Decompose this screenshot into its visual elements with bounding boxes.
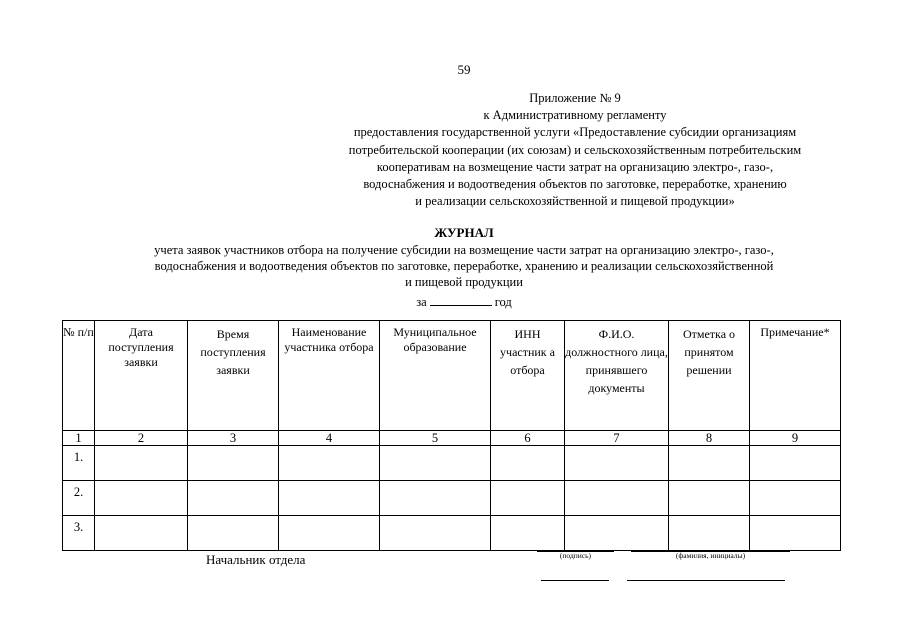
table-cell[interactable]	[669, 516, 750, 551]
column-number: 4	[279, 431, 380, 446]
header-cell-number: № п/п	[63, 321, 95, 431]
column-number: 1	[63, 431, 95, 446]
table-cell[interactable]	[565, 446, 669, 481]
header-cell-municipality: Муниципальное образование	[380, 321, 491, 431]
table-cell[interactable]	[279, 481, 380, 516]
column-number: 8	[669, 431, 750, 446]
name-caption: (фамилия, инициалы)	[675, 551, 746, 560]
table-cell[interactable]	[565, 481, 669, 516]
table-cell[interactable]	[279, 516, 380, 551]
column-number: 9	[750, 431, 841, 446]
appendix-line: водоснабжения и водоотведения объектов по заготовке, переработке, хранению	[363, 177, 787, 192]
column-number: 5	[380, 431, 491, 446]
page-number: 59	[457, 62, 471, 77]
year-suffix: год	[494, 295, 512, 309]
table-cell[interactable]	[188, 446, 279, 481]
table-cell[interactable]	[95, 516, 188, 551]
year-blank-field[interactable]	[430, 293, 492, 306]
column-number: 6	[491, 431, 565, 446]
table-cell[interactable]	[750, 516, 841, 551]
table-cell[interactable]	[95, 446, 188, 481]
table-cell[interactable]	[380, 481, 491, 516]
table-cell[interactable]	[491, 481, 565, 516]
journal-title: ЖУРНАЛ	[434, 225, 494, 240]
header-cell-time: Время поступления заявки	[188, 321, 279, 431]
table-cell[interactable]	[750, 481, 841, 516]
appendix-line: потребительской кооперации (их союзам) и сельскохозяйственным потребительским	[348, 142, 802, 157]
header-row	[63, 321, 841, 431]
appendix-line: кооперативам на возмещение части затрат на организацию электро-, газо-,	[376, 159, 774, 174]
appendix-line: предоставления государственной услуги «Предоставление субсидии организациям	[353, 125, 797, 140]
name-line-second[interactable]	[627, 580, 785, 581]
header-cell-decision: Отметка о принятом решении	[669, 321, 750, 431]
table-cell[interactable]	[279, 446, 380, 481]
journal-subtitle-line: и пищевой продукции	[405, 275, 523, 289]
position-label: Начальник отдела	[206, 552, 306, 567]
table-cell[interactable]	[669, 446, 750, 481]
header-cell-official: Ф.И.О. должностного лица, принявшего документы	[565, 321, 669, 431]
column-number-row	[63, 431, 841, 446]
table-cell[interactable]	[188, 516, 279, 551]
row-number: 1.	[63, 446, 95, 481]
table-cell[interactable]	[380, 446, 491, 481]
table-cell[interactable]	[750, 446, 841, 481]
row-number: 2.	[63, 481, 95, 516]
appendix-line: Приложение № 9	[529, 91, 621, 105]
appendix-line: и реализации сельскохозяйственной и пищевой продукции»	[415, 194, 735, 209]
column-number: 2	[95, 431, 188, 446]
table-row	[63, 446, 841, 481]
signature-caption: (подпись)	[559, 551, 592, 560]
column-number: 7	[565, 431, 669, 446]
row-number: 3.	[63, 516, 95, 551]
table-cell[interactable]	[669, 481, 750, 516]
journal-subtitle	[70, 242, 858, 290]
journal-subtitle-line: водоснабжения и водоотведения объектов по заготовке, переработке, хранению и реализации сельскохозяйственной	[154, 259, 774, 273]
table-cell[interactable]	[95, 481, 188, 516]
year-prefix: за	[416, 295, 427, 309]
register-table	[62, 320, 841, 551]
header-cell-date: Дата поступления заявки	[95, 321, 188, 431]
table-cell[interactable]	[491, 516, 565, 551]
appendix-line: к Административному регламенту	[483, 108, 667, 123]
table-cell[interactable]	[188, 481, 279, 516]
header-cell-note: Примечание*	[750, 321, 841, 431]
header-cell-inn: ИНН участник а отбора	[491, 321, 565, 431]
table-row	[63, 481, 841, 516]
table-cell[interactable]	[380, 516, 491, 551]
appendix-header	[290, 90, 860, 210]
header-cell-participant: Наименование участника отбора	[279, 321, 380, 431]
journal-subtitle-line: учета заявок участников отбора на получение субсидии на возмещение части затрат на организацию электро-, газо-,	[154, 243, 774, 257]
table-row	[63, 516, 841, 551]
column-number: 3	[188, 431, 279, 446]
signature-line-second[interactable]	[541, 580, 609, 581]
table-cell[interactable]	[565, 516, 669, 551]
table-cell[interactable]	[491, 446, 565, 481]
year-line	[0, 293, 905, 310]
